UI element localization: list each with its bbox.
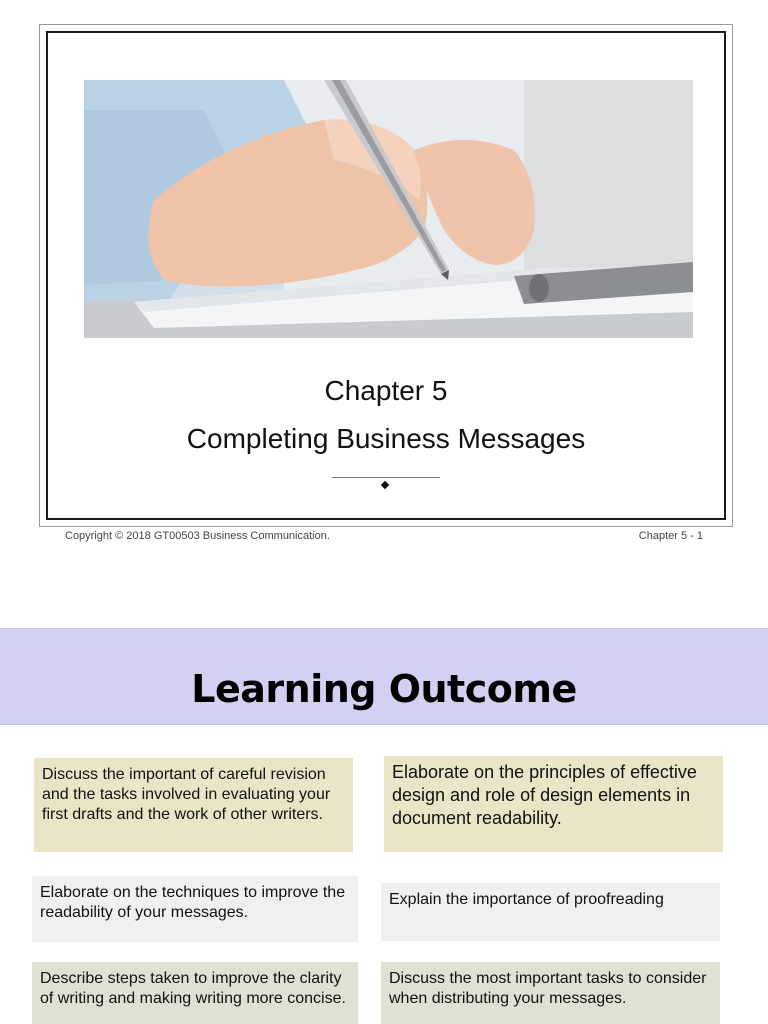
hand-writing-illustration [84,80,693,338]
outcome-card: Elaborate on the techniques to improve the readability of your messages. [32,876,358,942]
outcome-card: Discuss the most important tasks to consider when distributing your messages. [381,962,720,1024]
chapter-title: Chapter 5 [324,375,448,406]
title-slide-frame [46,31,726,520]
title-divider [332,477,440,478]
hand-writing-photo [84,80,693,338]
learning-outcome-slide [0,628,768,1024]
outcome-card: Elaborate on the principles of effective design and role of design elements in document readability. [384,756,723,852]
chapter-subtitle: Completing Business Messages [186,423,586,454]
outcome-card: Explain the importance of proofreading [381,883,720,941]
outcome-card: Discuss the important of careful revision and the tasks involved in evaluating your first drafts and the work of other writers. [34,758,353,852]
slide-number: Chapter 5 - 1 [638,530,703,542]
outcome-card: Describe steps taken to improve the clarity of writing and making writing more concise. [32,962,358,1024]
diamond-icon [381,481,389,489]
slide-heading: Learning Outcome [191,667,577,711]
title-slide [39,24,733,527]
copyright-footer: Copyright © 2018 GT00503 Business Communication. [65,530,330,542]
